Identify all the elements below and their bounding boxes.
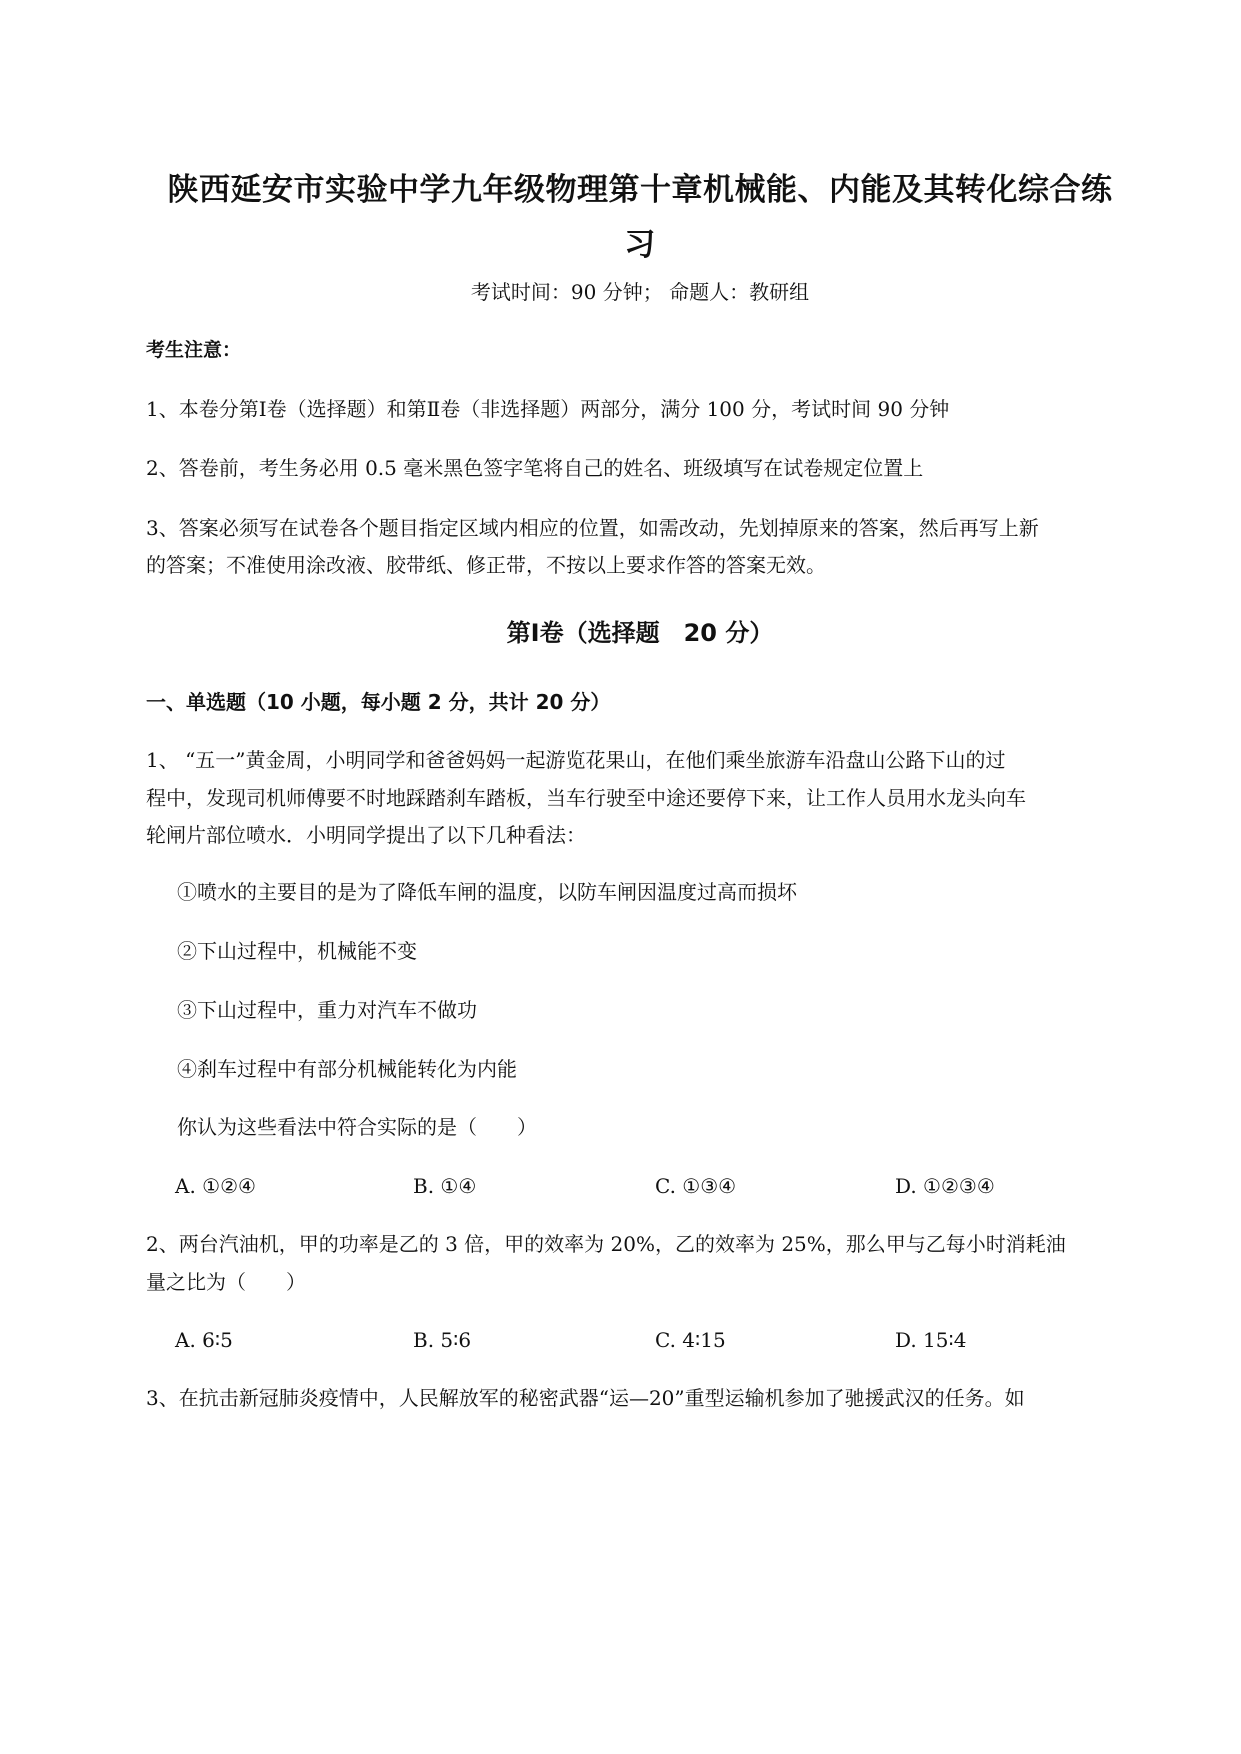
question-1-statement-3: ③下山过程中，重力对汽车不做功 — [177, 998, 477, 1022]
question-1-text: 程中，发现司机师傅要不时地踩踏刹车踏板，当车行驶至中途还要停下来，让工作人员用水龙头向车 — [146, 786, 1026, 810]
exam-subtitle: 考试时间：90 分钟； 命题人：教研组 — [470, 280, 810, 304]
question-1-text: 1、 “五一”黄金周，小明同学和爸爸妈妈一起游览花果山，在他们乘坐旅游车沿盘山公路下山的过 — [146, 748, 1006, 772]
notice-heading: 考生注意： — [146, 339, 242, 361]
part-heading: 一、单选题（10 小题，每小题 2 分，共计 20 分） — [146, 690, 611, 714]
notice-item-3: 3、答案必须写在试卷各个题目指定区域内相应的位置，如需改动，先划掉原来的答案，然后再写上新 — [146, 516, 1039, 540]
section-title: 第Ⅰ卷（选择题 20 分） — [506, 619, 774, 647]
question-1-text: 轮闸片部位喷水．小明同学提出了以下几种看法： — [146, 823, 586, 847]
question-2-option-d: D. 15∶4 — [895, 1328, 967, 1352]
question-1-option-d: D. ①②③④ — [895, 1174, 995, 1198]
question-2-option-c: C. 4∶15 — [655, 1328, 726, 1352]
question-1-statement-2: ②下山过程中，机械能不变 — [177, 939, 417, 963]
question-1-option-c: C. ①③④ — [655, 1174, 737, 1198]
notice-item-3-continued: 的答案；不准使用涂改液、胶带纸、修正带，不按以上要求作答的答案无效。 — [146, 553, 826, 577]
exam-title-continued: 习 — [624, 227, 656, 263]
notice-item-1: 1、本卷分第Ⅰ卷（选择题）和第Ⅱ卷（非选择题）两部分，满分 100 分，考试时间 90 分钟 — [146, 397, 950, 421]
question-2-text: 2、两台汽油机，甲的功率是乙的 3 倍，甲的效率为 20%，乙的效率为 25%，那么甲与乙每小时消耗油 — [146, 1232, 1066, 1256]
notice-item-2: 2、答卷前，考生务必用 0.5 毫米黑色签字笔将自己的姓名、班级填写在试卷规定位置上 — [146, 456, 924, 480]
question-1-option-b: B. ①④ — [413, 1174, 477, 1198]
exam-title: 陕西延安市实验中学九年级物理第十章机械能、内能及其转化综合练 — [167, 172, 1113, 208]
question-1-statement-4: ④刹车过程中有部分机械能转化为内能 — [177, 1057, 517, 1081]
question-3-text: 3、在抗击新冠肺炎疫情中，人民解放军的秘密武器“运—20”重型运输机参加了驰援武汉的任务。如 — [146, 1386, 1025, 1410]
question-2-option-b: B. 5∶6 — [413, 1328, 472, 1352]
question-2-text: 量之比为（ ） — [146, 1270, 306, 1294]
question-2-option-a: A. 6∶5 — [175, 1328, 233, 1352]
question-1-prompt: 你认为这些看法中符合实际的是（ ） — [177, 1115, 537, 1139]
question-1-option-a: A. ①②④ — [175, 1174, 256, 1198]
question-1-statement-1: ①喷水的主要目的是为了降低车闸的温度，以防车闸因温度过高而损坏 — [177, 880, 797, 904]
